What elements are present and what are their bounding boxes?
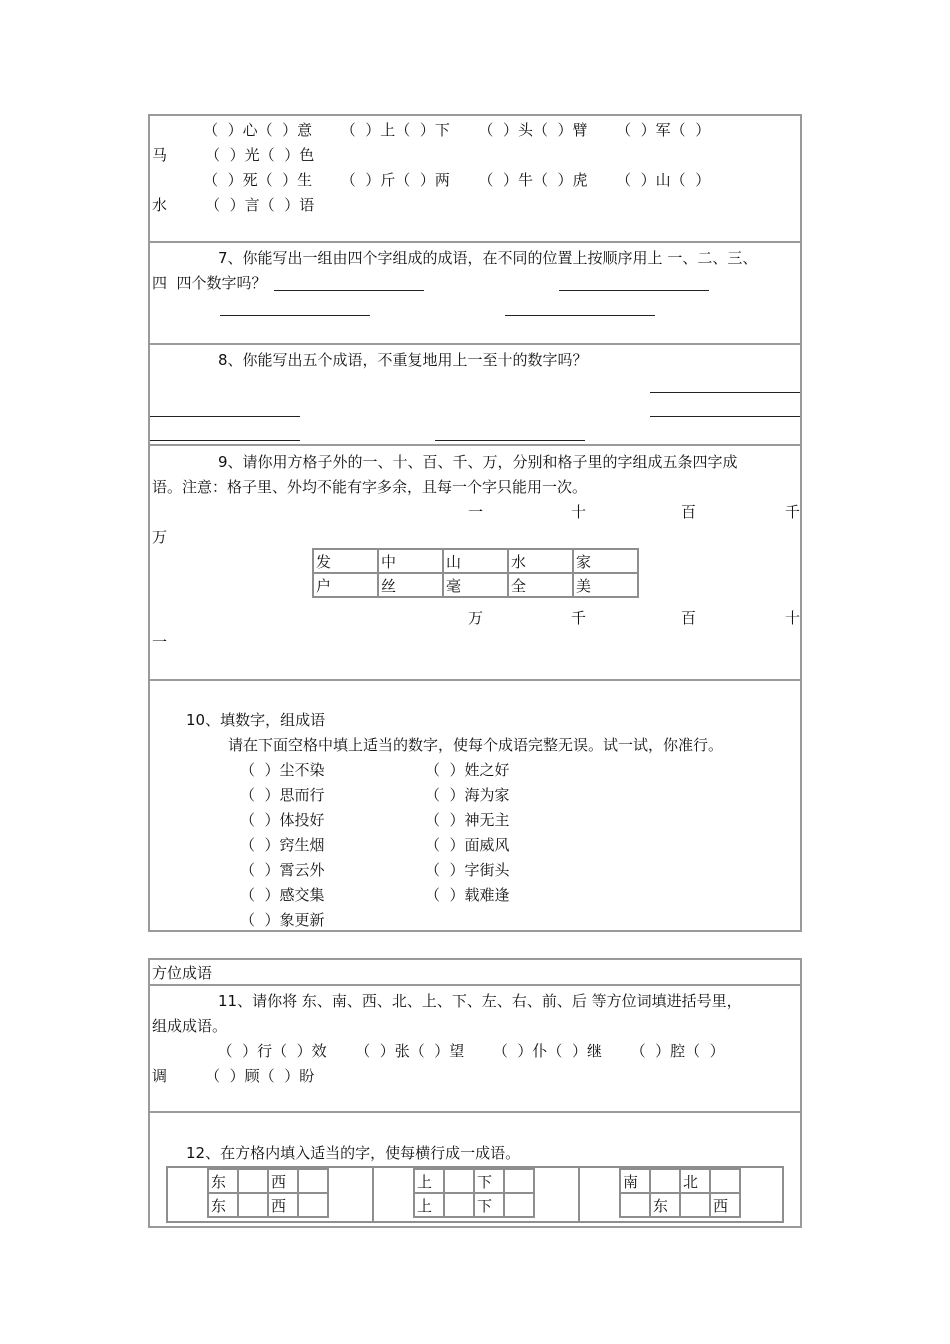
- q10-left-item: （ ）霄云外: [240, 861, 325, 879]
- grid-cell: 发: [313, 549, 378, 573]
- q7-text-1: 7、你能写出一组由四个字组成的成语，在不同的位置上按顺序用上 一、二、三、: [218, 249, 758, 267]
- q10-left-item: （ ）思而行: [240, 786, 325, 804]
- q10-right-item: （ ）海为家: [425, 786, 510, 804]
- divider: [148, 241, 802, 243]
- grid-cell: 东: [208, 1193, 238, 1217]
- grid-cell[interactable]: [298, 1193, 328, 1217]
- q6-row2a: （ ）死（ ）生 （ ）斤（ ）两 （ ）牛（ ）虎 （ ）山（ ）: [184, 171, 711, 189]
- q9-text-1: 9、请你用方格子外的一、十、百、千、万，分别和格子里的字组成五条四字成: [218, 453, 738, 471]
- grid-cell[interactable]: [238, 1169, 268, 1193]
- q10-title: 10、填数字，组成语: [186, 711, 326, 729]
- q12-grid-2: [413, 1168, 535, 1218]
- grid-cell[interactable]: [238, 1193, 268, 1217]
- q10-right-item: （ ）姓之好: [425, 761, 510, 779]
- q9-bottom-char: 百: [681, 609, 697, 627]
- grid-cell: 美: [573, 573, 638, 597]
- q9-bottom-char: 万: [468, 609, 484, 627]
- q10-left-item: （ ）感交集: [240, 886, 325, 904]
- grid-cell: 东: [650, 1193, 680, 1217]
- q9-character-grid: [312, 548, 639, 598]
- q10-right-item: （ ）字街头: [425, 861, 510, 879]
- grid-cell: 全: [508, 573, 573, 597]
- grid-cell: 下: [474, 1193, 504, 1217]
- grid-cell[interactable]: [710, 1169, 740, 1193]
- grid-cell[interactable]: [650, 1169, 680, 1193]
- grid-cell: 中: [378, 549, 443, 573]
- q11-text-1: 11、请你将 东、南、西、北、上、下、左、右、前、后 等方位词填进括号里，: [218, 992, 742, 1010]
- grid-cell[interactable]: [444, 1193, 474, 1217]
- q9-top-char: 百: [681, 503, 697, 521]
- q9-text-2: 语。注意：格子里、外均不能有字多余，且每一个字只能用一次。: [152, 478, 588, 496]
- grid-cell[interactable]: [504, 1193, 534, 1217]
- q10-right-item: （ ）神无主: [425, 811, 510, 829]
- answer-line[interactable]: [150, 440, 300, 441]
- grid-cell: 上: [414, 1193, 444, 1217]
- q6-row2b: 水 （ ）言（ ）语: [152, 196, 315, 214]
- answer-line[interactable]: [650, 392, 800, 393]
- answer-line[interactable]: [220, 315, 370, 316]
- q12-grid-1: [207, 1168, 329, 1218]
- answer-line[interactable]: [435, 440, 585, 441]
- answer-line[interactable]: [650, 416, 800, 417]
- q10-instruction: 请在下面空格中填上适当的数字，使每个成语完整无误。试一试，你准行。: [228, 736, 724, 754]
- q11-row-1: （ ）行（ ）效 （ ）张（ ）望 （ ）仆（ ）继 （ ）腔（ ）: [208, 1042, 725, 1060]
- grid-cell: 西: [710, 1193, 740, 1217]
- q12-separator: [372, 1166, 374, 1223]
- grid-cell[interactable]: [680, 1193, 710, 1217]
- grid-cell[interactable]: [504, 1169, 534, 1193]
- q8-text: 8、你能写出五个成语，不重复地用上一至十的数字吗？: [218, 351, 588, 369]
- grid-cell[interactable]: [444, 1169, 474, 1193]
- q9-bottom-char: 十: [785, 609, 801, 627]
- q6-row1b: 马 （ ）光（ ）色: [152, 146, 315, 164]
- q10-left-item: （ ）象更新: [240, 911, 325, 929]
- divider: [148, 1111, 802, 1113]
- grid-cell: 东: [208, 1169, 238, 1193]
- q10-left-item: （ ）体投好: [240, 811, 325, 829]
- q12-title: 12、在方格内填入适当的字，使每横行成一成语。: [186, 1144, 521, 1162]
- grid-cell: 丝: [378, 573, 443, 597]
- q9-top-char: 一: [468, 503, 484, 521]
- q10-left-item: （ ）窍生烟: [240, 836, 325, 854]
- q10-right-item: （ ）载难逢: [425, 886, 510, 904]
- grid-cell: 家: [573, 549, 638, 573]
- grid-cell: 山: [443, 549, 508, 573]
- grid-cell[interactable]: [620, 1193, 650, 1217]
- q12-grid-3: [619, 1168, 741, 1218]
- q6-row1a: （ ）心（ ）意 （ ）上（ ）下 （ ）头（ ）臂 （ ）军（ ）: [184, 121, 711, 139]
- grid-cell: 北: [680, 1169, 710, 1193]
- grid-cell: 南: [620, 1169, 650, 1193]
- q12-separator: [578, 1166, 580, 1223]
- q10-right-item: （ ）面威风: [425, 836, 510, 854]
- answer-line[interactable]: [505, 315, 655, 316]
- q9-top-char: 千: [785, 503, 801, 521]
- q11-text-2: 组成成语。: [152, 1017, 228, 1035]
- divider: [148, 984, 802, 986]
- answer-line[interactable]: [559, 290, 709, 291]
- grid-cell: 水: [508, 549, 573, 573]
- q9-bottom-char: 千: [571, 609, 587, 627]
- divider: [148, 444, 802, 446]
- q9-bottom-wrap: 一: [152, 633, 168, 651]
- q7-text-2: 四 四个数字吗？: [152, 274, 267, 292]
- grid-cell: 下: [474, 1169, 504, 1193]
- answer-line[interactable]: [274, 290, 424, 291]
- grid-cell: 户: [313, 573, 378, 597]
- divider: [148, 343, 802, 345]
- divider: [148, 679, 802, 681]
- grid-cell: 上: [414, 1169, 444, 1193]
- section-title: 方位成语: [152, 964, 213, 982]
- q11-row-2: 调 （ ）顾（ ）盼: [152, 1067, 315, 1085]
- grid-cell[interactable]: [298, 1169, 328, 1193]
- grid-cell: 毫: [443, 573, 508, 597]
- q10-left-item: （ ）尘不染: [240, 761, 325, 779]
- grid-cell: 西: [268, 1169, 298, 1193]
- grid-cell: 西: [268, 1193, 298, 1217]
- answer-line[interactable]: [150, 416, 300, 417]
- q9-top-char: 十: [571, 503, 587, 521]
- q9-top-wrap: 万: [152, 528, 168, 546]
